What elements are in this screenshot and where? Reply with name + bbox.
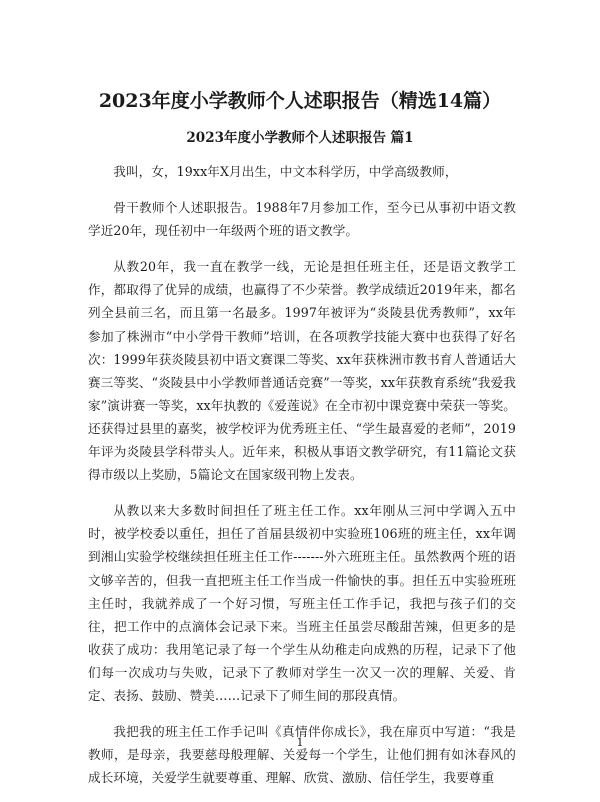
- paragraph: 我把我的班主任工作手记叫《真情伴你成长》，我在扉页中写道：“我是教师，是母亲，我要慈母般理解、关爱每一个学生，让他们拥有如沐春风的成长环境，关爱学生就要尊重、理解、欣赏、激励、信任学生，我要尊重: [88, 724, 516, 786]
- paragraph: 骨干教师个人述职报告。1988年7月参加工作，至今已从事初中语文教学近20年，现任初中一年级两个班的语文教学。: [88, 200, 516, 239]
- paragraph: 我叫，女，19xx年X月出生，中文本科学历，中学高级教师，: [113, 164, 458, 179]
- paragraph: 从教20年，我一直在教学一线，无论是担任班主任，还是语文教学工作，都取得了优异的成绩，也赢得了不少荣誉。教学成绩近2019年来，都名列全县前三名，而且第一名最多。1997年被评为“炎陵县优秀教师”，xx年参加了株洲市“中小学骨干教师”培训，在各项教学技能大赛中也获得了好名次：1999年获炎陵县初中语文赛课二等奖、xx年获株洲市教书育人普通话大赛三等奖、“炎陵县中小学教师普通话竞赛”一等奖，xx年获教育系统“我爱我家”演讲赛一等奖，xx年执教的《爱莲说》在全市初中课竞赛中荣获一等奖。还获得过县里的嘉奖，被学校评为优秀班主任、“学生最喜爱的老师”，2019年评为炎陵县学科带头人。近年来，积极从事语文教学研究，有11篇论文获得市级以上奖励，5篇论文在国家级刊物上发表。: [88, 259, 516, 483]
- paragraph: 从教以来大多数时间担任了班主任工作。xx年刚从三河中学调入五中时，被学校委以重任，担任了首届县级初中实验班106班的班主任，xx年调到湘山实验学校继续担任班主任工作-------外六班班主任。虽然教两个班的语文够辛苦的，但我一直把班主任工作当成一件愉快的事。担任五中实验班班主任时，我就养成了一个好习惯，写班主任工作手记，我把与孩子们的交往，把工作中的点滴体会记录下来。当班主任虽尝尽酸甜苦辣，但更多的是收获了成功：我用笔记录了每一个学生从幼稚走向成熟的历程，记录下了他们每一次成功与失败，记录下了教师对学生一次又一次的理解、关爱、肯定、表扬、鼓励、赞美……记录下了师生间的那段真情。: [88, 503, 516, 703]
- section-title: 2023年度小学教师个人述职报告 篇1: [186, 130, 414, 146]
- document-body: [88, 160, 516, 802]
- page-number: 1: [296, 736, 304, 749]
- document-title: 2023年度小学教师个人述职报告（精选14篇）: [98, 90, 502, 112]
